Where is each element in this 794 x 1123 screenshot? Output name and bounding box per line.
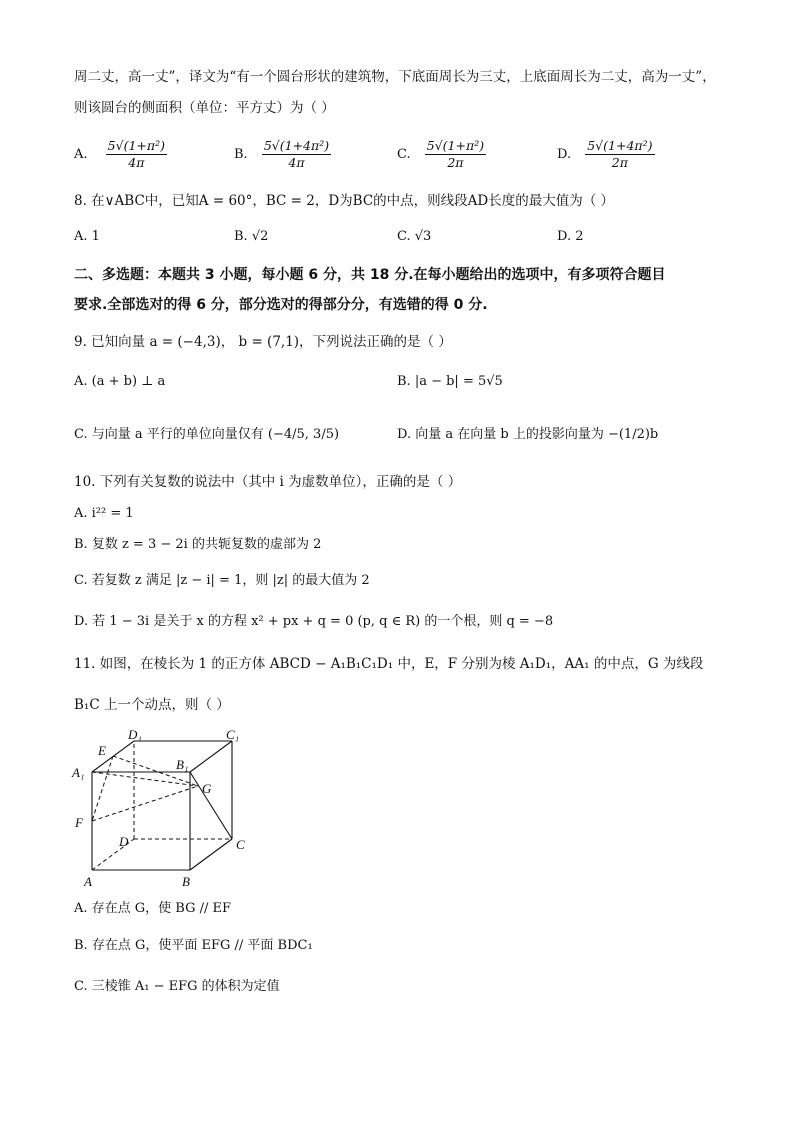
q7-stem-line1: 周二丈，高一丈”，译文为“有一个圆台形状的建筑物，下底面周长为三丈，上底面周长为二丈，高为一丈”， (74, 69, 716, 85)
label-c1: C₁ (226, 728, 240, 742)
q8-option-d[interactable]: D. 2 (557, 229, 584, 244)
edge-b1c1 (190, 741, 232, 772)
label-b1: B₁ (176, 757, 189, 772)
q7-option-a[interactable]: A. $\frac{\text{5√(1+π²)}}{4\pi}$ (74, 138, 165, 170)
label-f: F (75, 815, 83, 830)
cube-figure (70, 728, 260, 893)
segment-ef (92, 756, 113, 821)
segment-fg (92, 786, 198, 821)
q11-stem-line2: B₁C 上一个动点，则（ ） (74, 697, 230, 713)
q10-stem: 10. 下列有关复数的说法中（其中 i 为虚数单位），正确的是（ ） (74, 474, 462, 490)
label-g: G (202, 781, 212, 796)
section2-heading-line2: 要求.全部选对的得 6 分，部分选对的得部分分，有选错的得 0 分. (74, 297, 488, 313)
q7-option-c[interactable]: C. $\frac{\text{5√(1+π²)}}{2\pi}$ (397, 138, 485, 170)
q9-stem: 9. 已知向量 a = (−4,3)， b = (7,1)，下列说法正确的是（ ） (74, 334, 452, 350)
q10-option-a[interactable]: A. i²² = 1 (74, 506, 134, 521)
q11-option-b[interactable]: B. 存在点 G，使平面 EFG // 平面 BDC₁ (74, 938, 313, 953)
q8-option-b[interactable]: B. √2 (234, 229, 269, 244)
q11-option-a[interactable]: A. 存在点 G，使 BG // EF (74, 901, 232, 916)
q9-option-b[interactable]: B. |a − b| = 5√5 (397, 374, 503, 389)
q7-option-b[interactable]: B. $\frac{\text{5√(1+4π²)}}{4\pi}$ (234, 138, 330, 170)
q8-option-c[interactable]: C. √3 (397, 229, 432, 244)
q10-option-c[interactable]: C. 若复数 z 满足 |z − i| = 1，则 |z| 的最大值为 2 (74, 573, 370, 588)
section2-heading-line1: 二、多选题：本题共 3 小题，每小题 6 分，共 18 分.在每小题给出的选项中，有多项符合题目 (74, 267, 666, 283)
label-e: E (98, 743, 106, 758)
q10-option-b[interactable]: B. 复数 z = 3 − 2i 的共轭复数的虚部为 2 (74, 537, 322, 552)
label-a1: A₁ (72, 765, 85, 780)
q7-option-d[interactable]: D. $\frac{\text{5√(1+4π²)}}{2\pi}$ (557, 138, 653, 170)
label-d: D (119, 834, 129, 849)
q9-option-c[interactable]: C. 与向量 a 平行的单位向量仅有 (−4/5, 3/5) (74, 427, 340, 442)
q11-option-c[interactable]: C. 三棱锥 A₁ − EFG 的体积为定值 (74, 979, 280, 994)
edge-bc (190, 839, 232, 870)
q7-stem-line2: 则该圆台的侧面积（单位：平方丈）为（ ） (74, 100, 335, 116)
label-a: A (84, 874, 92, 889)
q9-option-d[interactable]: D. 向量 a 在向量 b 上的投影向量为 −(1/2)b (397, 427, 659, 442)
q10-option-d[interactable]: D. 若 1 − 3i 是关于 x 的方程 x² + px + q = 0 (p, q ∈ R) 的一个根，则 q = −8 (74, 614, 554, 629)
label-c: C (236, 837, 245, 852)
q8-option-a[interactable]: A. 1 (74, 229, 100, 244)
q8-stem: 8. 在∨ABC中，已知A = 60°，BC = 2，D为BC的中点，则线段AD长度的最大值为（ ） (74, 193, 615, 209)
segment-a1g (92, 772, 198, 786)
label-b: B (182, 874, 190, 889)
label-d1: D₁ (128, 728, 142, 742)
q11-stem-line1: 11. 如图，在棱长为 1 的正方体 ABCD − A₁B₁C₁D₁ 中，E，F 分别为棱 A₁D₁，AA₁ 的中点，G 为线段 (74, 656, 704, 672)
q9-option-a[interactable]: A. (a + b) ⊥ a (74, 374, 166, 389)
